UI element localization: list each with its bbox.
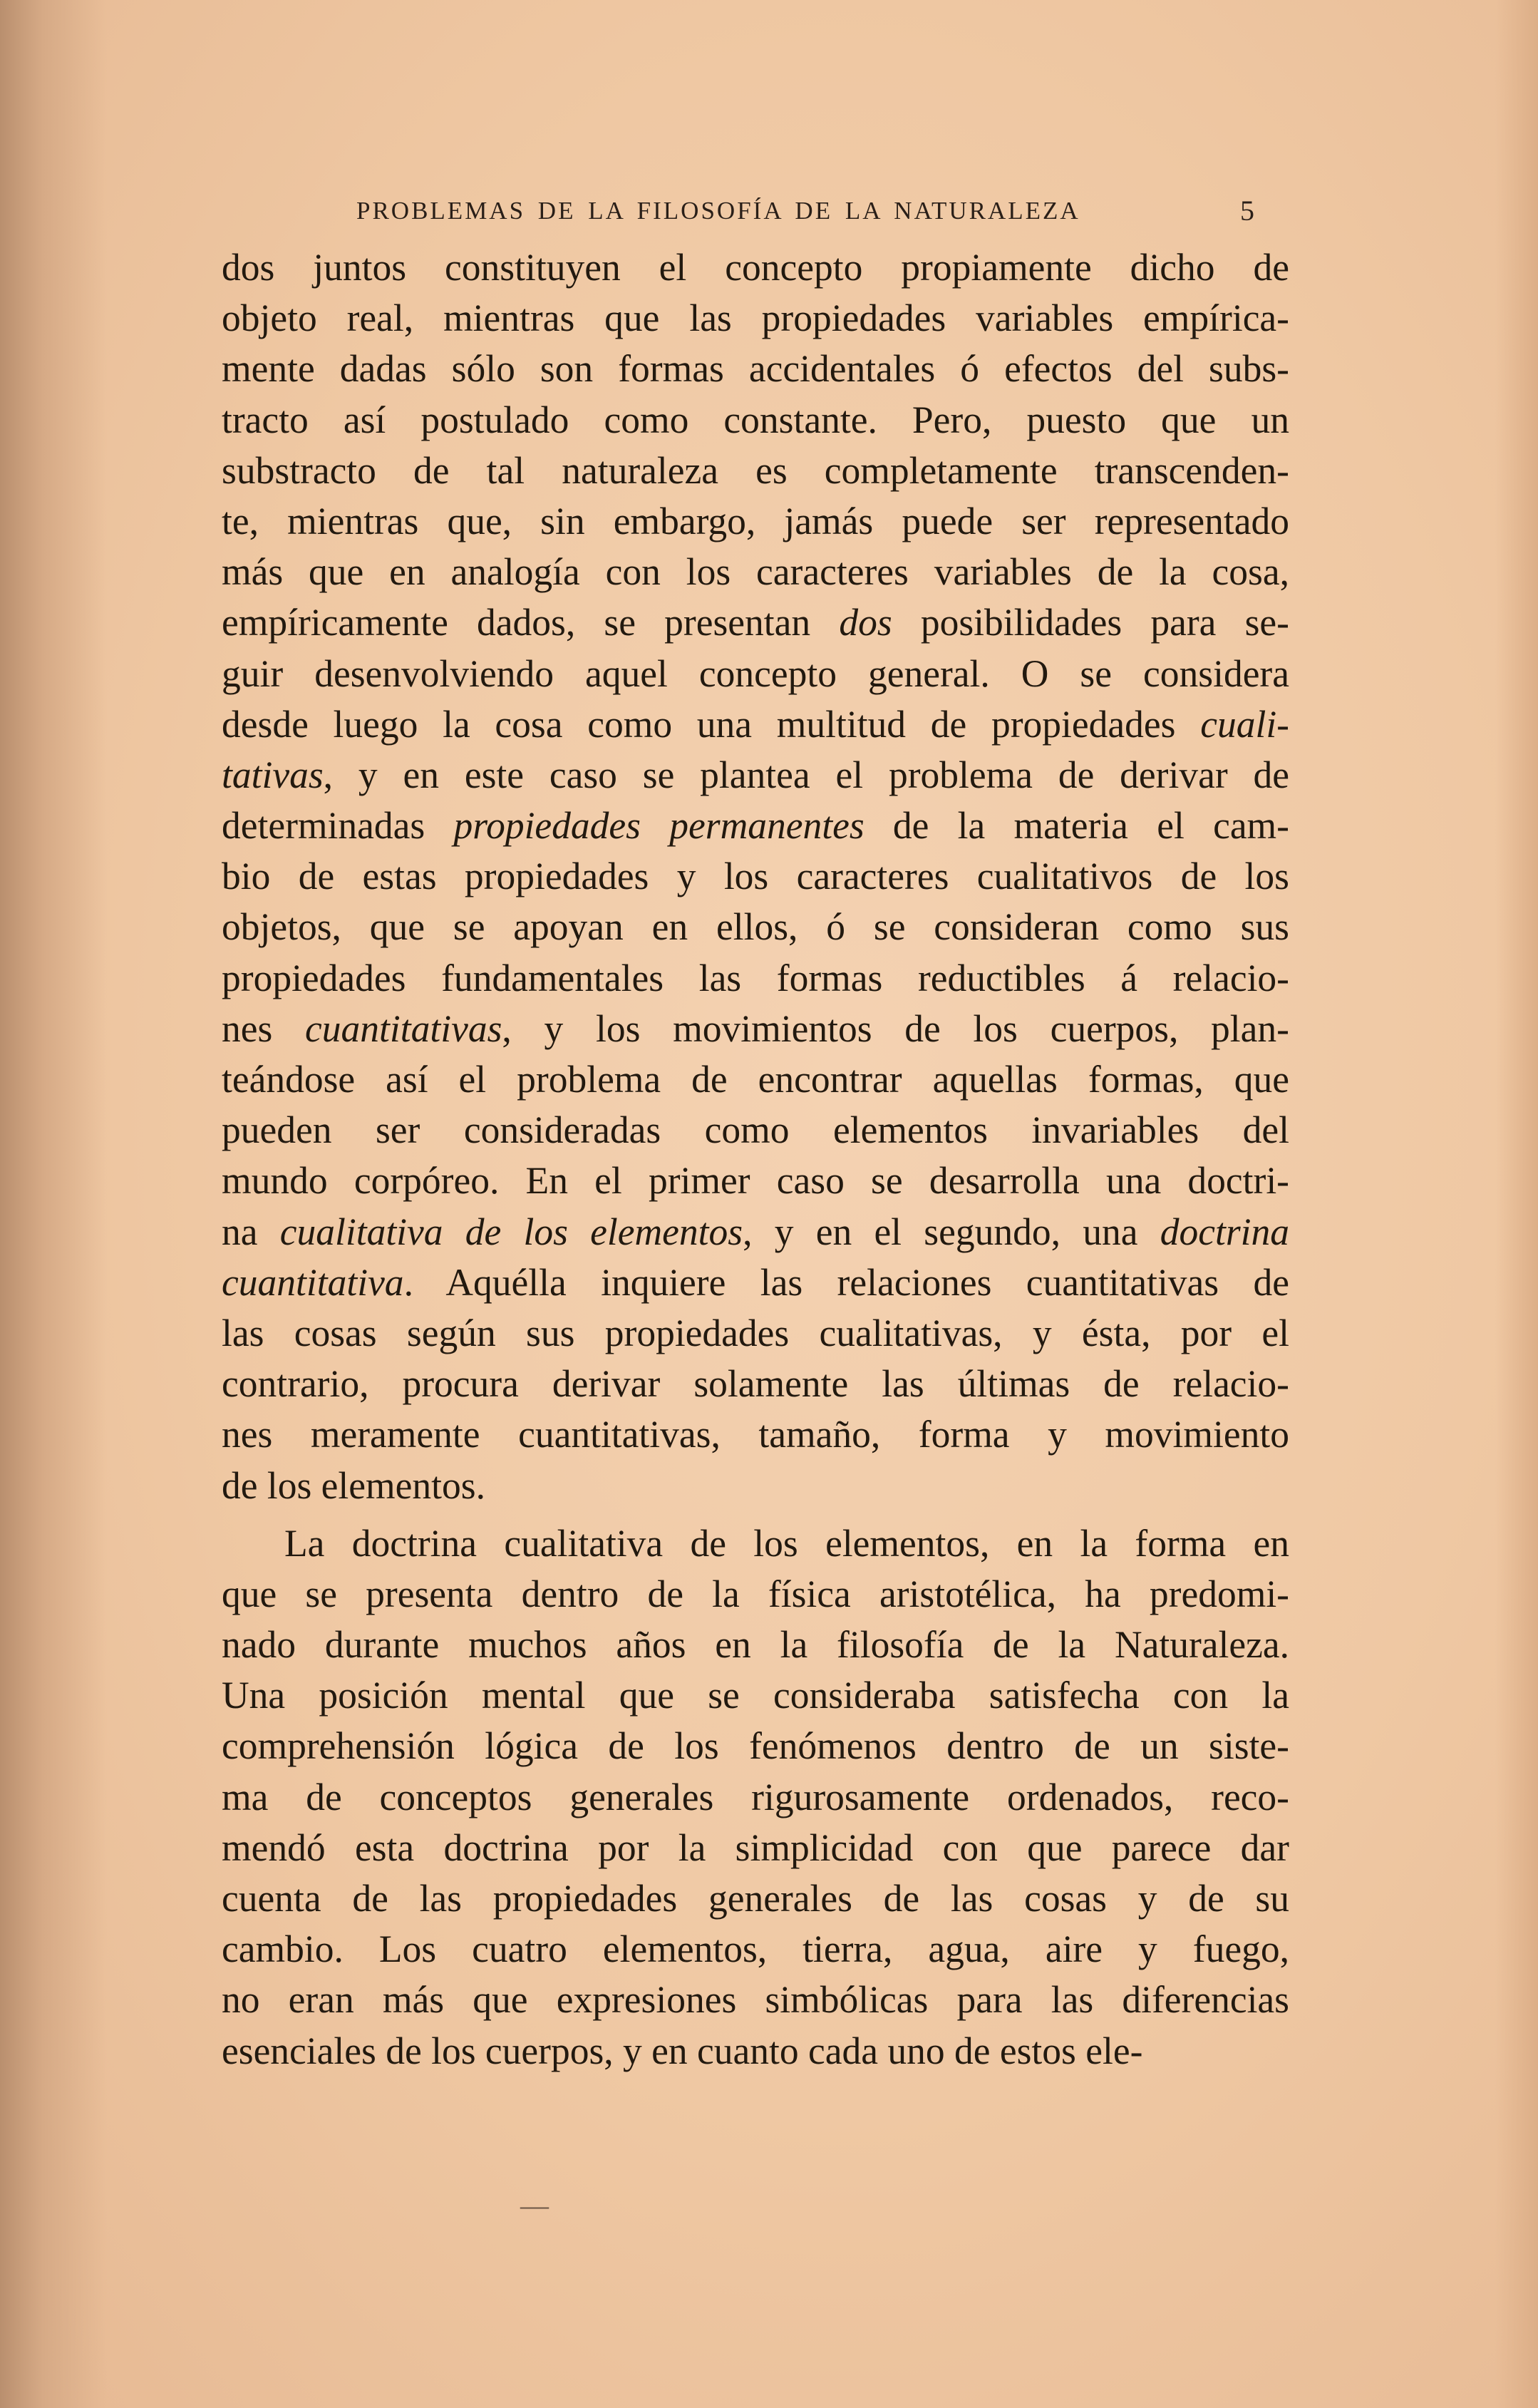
text-line bbox=[222, 1461, 1289, 1511]
stray-dash-mark: — bbox=[520, 2189, 549, 2221]
italic-text: cuantitativas bbox=[305, 1007, 502, 1050]
text-run: de los elementos. bbox=[222, 1463, 485, 1507]
text-line bbox=[222, 1359, 1289, 1409]
text-run: nado durante muchos años en la filosofía de la Naturaleza. bbox=[222, 1623, 1289, 1667]
text-run: dos juntos constituyen el concepto propiamente dicho de bbox=[222, 246, 1289, 289]
text-line bbox=[222, 1054, 1289, 1105]
text-line bbox=[222, 1207, 1289, 1257]
text-line bbox=[222, 1823, 1289, 1873]
italic-text: propiedades permanentes bbox=[453, 804, 865, 848]
text-run: objeto real, mientras que las propiedades variables empírica- bbox=[222, 297, 1289, 340]
body-text bbox=[222, 242, 1289, 2077]
text-run: te, mientras que, sin embargo, jamás puede ser representado bbox=[222, 499, 1289, 542]
text-run: cambio. Los cuatro elementos, tierra, agua, aire y fuego, bbox=[222, 1928, 1289, 1971]
text-run: cuenta de las propiedades generales de las cosas y de su bbox=[222, 1877, 1289, 1920]
text-run: mente dadas sólo son formas accidentales ó efectos del subs- bbox=[222, 347, 1289, 391]
text-line bbox=[222, 1004, 1289, 1054]
text-run: , y en este caso se plantea el problema de derivar de bbox=[323, 753, 1289, 796]
text-run: posibilidades para se- bbox=[892, 601, 1289, 644]
text-line bbox=[222, 1156, 1289, 1206]
text-line bbox=[222, 953, 1289, 1004]
text-line bbox=[222, 293, 1289, 344]
text-line bbox=[222, 547, 1289, 597]
text-run: que se presenta dentro de la física aristotélica, ha predomi- bbox=[222, 1572, 1289, 1615]
text-line bbox=[222, 597, 1289, 648]
italic-text: dos bbox=[839, 601, 892, 644]
text-line bbox=[222, 750, 1289, 801]
text-run: determinadas bbox=[222, 804, 454, 848]
text-run: , y en el segundo, una bbox=[743, 1210, 1160, 1253]
text-run: esenciales de los cuerpos, y en cuanto cada uno de estos ele- bbox=[222, 2029, 1143, 2072]
italic-text: cuali- bbox=[1200, 702, 1289, 746]
text-line bbox=[222, 649, 1289, 699]
text-run: teándose así el problema de encontrar aquellas formas, que bbox=[222, 1058, 1289, 1101]
text-run: mundo corpóreo. En el primer caso se desarrolla una doctri- bbox=[222, 1159, 1289, 1203]
text-line bbox=[222, 2026, 1289, 2077]
text-run: , y los movimientos de los cuerpos, plan- bbox=[502, 1007, 1289, 1050]
text-line bbox=[222, 1518, 1289, 1569]
text-run: tracto así postulado como constante. Pero, puesto que un bbox=[222, 398, 1289, 441]
text-line bbox=[222, 1670, 1289, 1721]
text-line bbox=[222, 1105, 1289, 1156]
text-line bbox=[222, 1873, 1289, 1924]
text-run: substracto de tal naturaleza es completamente transcenden- bbox=[222, 448, 1289, 492]
text-line bbox=[222, 344, 1289, 394]
text-line bbox=[222, 699, 1289, 750]
text-line bbox=[222, 1924, 1289, 1975]
text-run: nes bbox=[222, 1007, 306, 1050]
text-line bbox=[222, 395, 1289, 446]
italic-text: cualitativa de los elementos bbox=[279, 1210, 743, 1253]
text-line bbox=[222, 496, 1289, 547]
running-title: PROBLEMAS DE LA FILOSOFÍA DE LA NATURALEZA bbox=[356, 197, 1080, 225]
text-run: bio de estas propiedades y los caracteres cualitativos de los bbox=[222, 855, 1289, 898]
text-run: na bbox=[222, 1210, 280, 1253]
text-run: La doctrina cualitativa de los elementos, en la forma en bbox=[284, 1521, 1289, 1565]
italic-text: tativas bbox=[222, 753, 324, 796]
text-run: desde luego la cosa como una multitud de propiedades bbox=[222, 702, 1201, 746]
text-line bbox=[222, 1620, 1289, 1670]
text-line bbox=[222, 1409, 1289, 1460]
text-run: más que en analogía con los caracteres variables de la cosa, bbox=[222, 550, 1289, 594]
text-run: no eran más que expresiones simbólicas para las diferencias bbox=[222, 1978, 1289, 2022]
text-run: . Aquélla inquiere las relaciones cuantitativas de bbox=[403, 1260, 1289, 1304]
page-number: 5 bbox=[1240, 195, 1254, 227]
text-run: contrario, procura derivar solamente las últimas de relacio- bbox=[222, 1362, 1289, 1406]
text-line bbox=[222, 1975, 1289, 2025]
text-line bbox=[222, 242, 1289, 293]
text-line bbox=[222, 801, 1289, 851]
text-line bbox=[222, 851, 1289, 902]
text-run: propiedades fundamentales las formas reductibles á relacio- bbox=[222, 956, 1289, 999]
text-run: las cosas según sus propiedades cualitativas, y ésta, por el bbox=[222, 1311, 1289, 1354]
italic-text: doctrina bbox=[1160, 1210, 1289, 1253]
page-edge-shadow bbox=[1495, 0, 1538, 2408]
text-line bbox=[222, 1721, 1289, 1771]
text-run: comprehensión lógica de los fenómenos dentro de un siste- bbox=[222, 1724, 1289, 1768]
text-line bbox=[222, 902, 1289, 952]
paragraph-gap bbox=[222, 1511, 1289, 1518]
text-line bbox=[222, 1257, 1289, 1308]
text-line bbox=[222, 1569, 1289, 1620]
text-run: empíricamente dados, se presentan bbox=[222, 601, 840, 644]
text-run: de la materia el cam- bbox=[864, 804, 1289, 848]
text-run: pueden ser consideradas como elementos invariables del bbox=[222, 1108, 1289, 1152]
text-run: guir desenvolviendo aquel concepto general. O se considera bbox=[222, 652, 1289, 695]
text-line bbox=[222, 1772, 1289, 1823]
text-line bbox=[222, 1308, 1289, 1359]
text-run: ma de conceptos generales rigurosamente ordenados, reco- bbox=[222, 1775, 1289, 1818]
text-run: mendó esta doctrina por la simplicidad con que parece dar bbox=[222, 1826, 1289, 1869]
text-run: objetos, que se apoyan en ellos, ó se consideran como sus bbox=[222, 905, 1289, 949]
text-run: nes meramente cuantitativas, tamaño, forma y movimiento bbox=[222, 1413, 1289, 1456]
text-line bbox=[222, 446, 1289, 496]
spine-shadow bbox=[0, 0, 107, 2408]
text-run: Una posición mental que se consideraba satisfecha con la bbox=[222, 1674, 1289, 1717]
running-header bbox=[356, 190, 1254, 232]
italic-text: cuantitativa bbox=[222, 1260, 404, 1304]
